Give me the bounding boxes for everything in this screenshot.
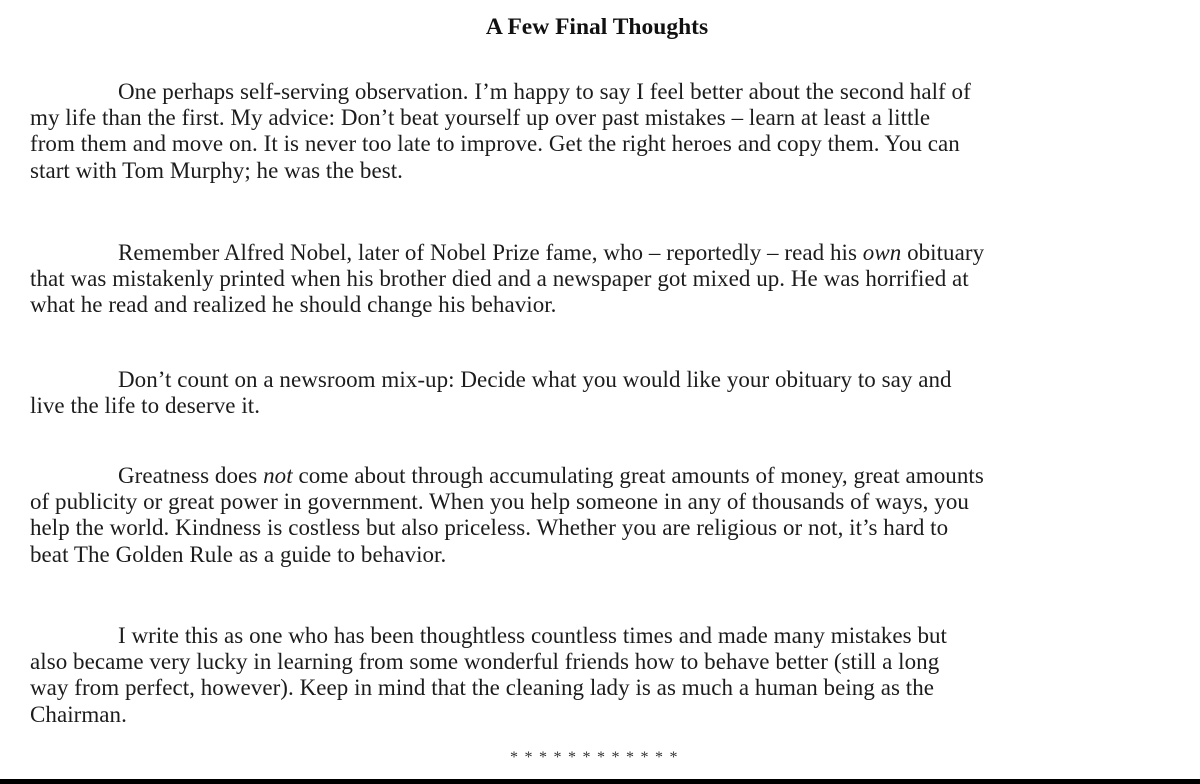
text-run: Remember Alfred Nobel, later of Nobel Prize fame, who – reportedly – read his bbox=[118, 240, 863, 265]
bottom-border-bar bbox=[0, 779, 1200, 784]
paragraph-3 bbox=[30, 367, 1170, 419]
paragraph-line: way from perfect, however). Keep in mind that the cleaning lady is as much a human being as the bbox=[30, 675, 935, 701]
emphasis-text: not bbox=[263, 463, 293, 488]
paragraph-line: of publicity or great power in government. When you help someone in any of thousands of ways, you bbox=[30, 489, 969, 515]
emphasis-text: own bbox=[862, 240, 902, 265]
paragraph-1 bbox=[30, 79, 1170, 184]
paragraph-line: One perhaps self-serving observation. I’m happy to say I feel better about the second half of bbox=[118, 79, 971, 104]
paragraph-line: I write this as one who has been thoughtless countless times and made many mistakes but bbox=[118, 623, 948, 648]
paragraph-line: Chairman. bbox=[30, 701, 127, 727]
section-title: A Few Final Thoughts bbox=[485, 14, 709, 40]
paragraph-line: my life than the first. My advice: Don’t beat yourself up over past mistakes – learn at least a little bbox=[30, 105, 931, 131]
text-run: obituary bbox=[901, 240, 985, 265]
paragraph-line: that was mistakenly printed when his brother died and a newspaper got mixed up. He was horrified at bbox=[30, 266, 969, 292]
paragraph-line bbox=[30, 240, 1170, 266]
paragraph-4 bbox=[30, 463, 1170, 568]
paragraph-line: from them and move on. It is never too late to improve. Get the right heroes and copy them. You can bbox=[30, 131, 960, 157]
paragraph-5 bbox=[30, 623, 1170, 728]
text-run: Greatness does bbox=[118, 463, 264, 488]
paragraph-line: beat The Golden Rule as a guide to behavior. bbox=[30, 541, 447, 567]
paragraph-line bbox=[30, 463, 1170, 489]
paragraph-line: live the life to deserve it. bbox=[30, 393, 261, 419]
paragraph-line: help the world. Kindness is costless but also priceless. Whether you are religious or not, it’s hard to bbox=[30, 515, 949, 541]
section-separator: ************ bbox=[510, 749, 684, 766]
paragraph-line: what he read and realized he should change his behavior. bbox=[30, 292, 557, 318]
paragraph-line: start with Tom Murphy; he was the best. bbox=[30, 157, 403, 183]
paragraph-2 bbox=[30, 240, 1170, 319]
paragraph-line: Don’t count on a newsroom mix-up: Decide what you would like your obituary to say and bbox=[118, 367, 952, 392]
paragraph-line: also became very lucky in learning from some wonderful friends how to behave better (still a long bbox=[30, 649, 940, 675]
text-run: come about through accumulating great amounts of money, great amounts bbox=[292, 463, 984, 488]
